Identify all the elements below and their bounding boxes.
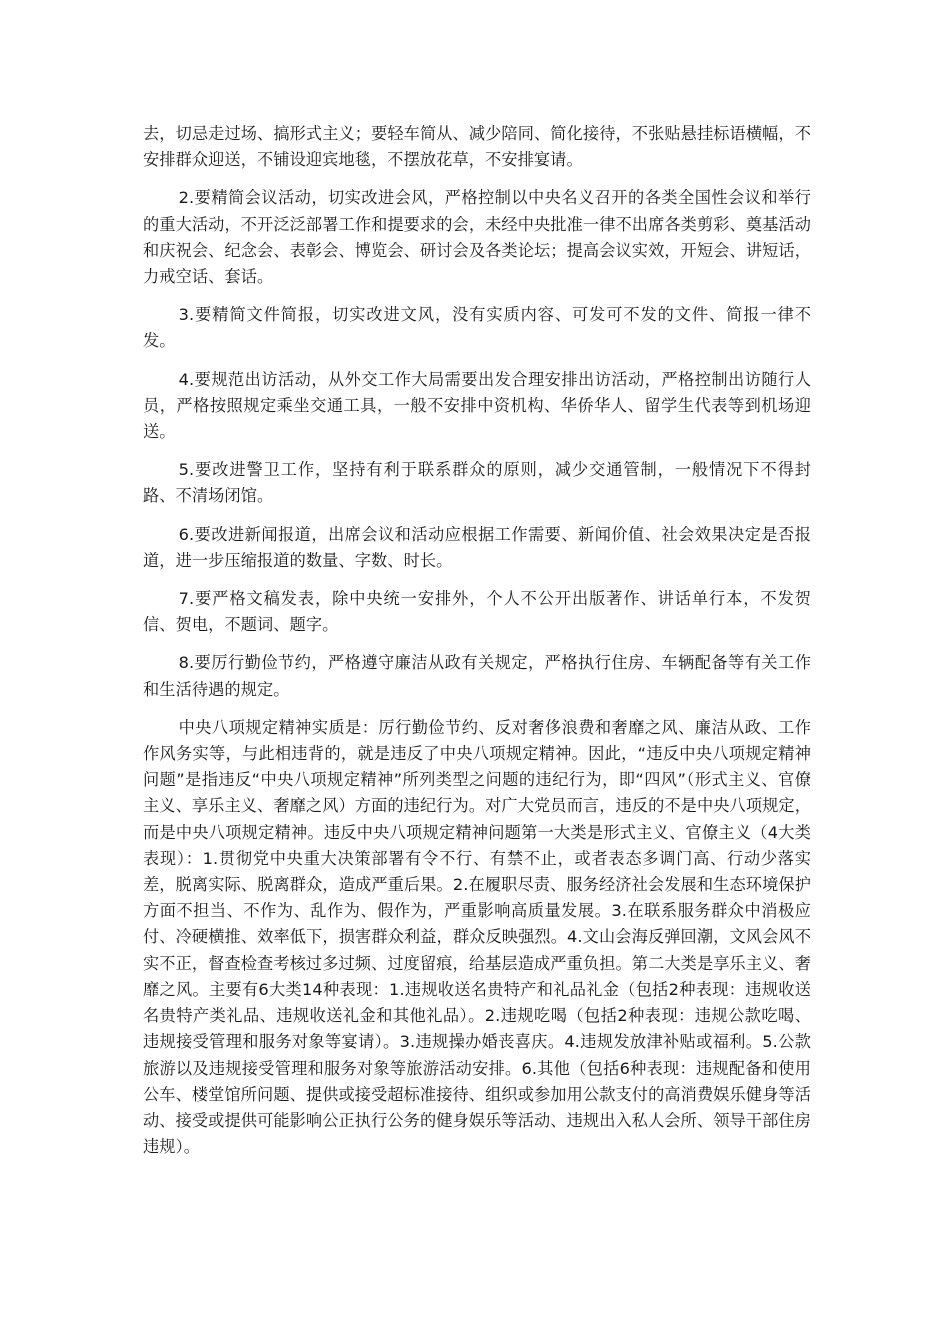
paragraph-item-3: 3.要精简文件简报，切实改进文风，没有实质内容、可发可不发的文件、简报一律不发。 [143,305,811,351]
paragraph-item-8: 8.要厉行勤俭节约，严格遵守廉洁从政有关规定，严格执行住房、车辆配备等有关工作和生活待遇的规定。 [143,653,811,699]
paragraph-item-2: 2.要精简会议活动，切实改进会风，严格控制以中央名义召开的各类全国性会议和举行的重大活动，不开泛泛部署工作和提要求的会，未经中央批准一律不出席各类剪彩、奠基活动和庆祝会、纪念会、表彰会、博览会、研讨会及各类论坛；提高会议实效，开短会、讲短话，力戒空话、套话。 [143,188,811,287]
paragraph-summary: 中央八项规定精神实质是：厉行勤俭节约、反对奢侈浪费和奢靡之风、廉洁从政、工作作风务实等，与此相违背的，就是违反了中央八项规定精神。因此，“违反中央八项规定精神问题”是指违反“中央八项规定精神”所列类型之问题的违纪行为，即“四风”（形式主义、官僚主义、享乐主义、奢靡之风）方面的违纪行为。对广大党员而言，违反的不是中央八项规定，而是中央八项规定精神。违反中央八项规定精神问题第一大类是形式主义、官僚主义（4大类表现）：1.贯彻党中央重大决策部署有令不行、有禁不止，或者表态多调门高、行动少落实差，脱离实际、脱离群众，造成严重后果。2.在履职尽责、服务经济社会发展和生态环境保护方面不担当、不作为、乱作为、假作为，严重影响高质量发展。3.在联系服务群众中消极应付、冷硬横推、效率低下，损害群众利益，群众反映强烈。4.文山会海反弹回潮，文风会风不实不正，督查检查考核过多过频、过度留痕，给基层造成严重负担。第二大类是享乐主义、奢靡之风。主要有6大类14种表现：1.违规收送名贵特产和礼品礼金（包括2种表现：违规收送名贵特产类礼品、违规收送礼金和其他礼品）。2.违规吃喝（包括2种表现：违规公款吃喝、违规接受管理和服务对象等宴请）。3.违规操办婚丧喜庆。4.违规发放津补贴或福利。5.公款旅游以及违规接受管理和服务对象等旅游活动安排。6.其他（包括6种表现：违规配备和使用公车、楼堂馆所问题、提供或接受超标准接待、组织或参加用公款支付的高消费娱乐健身等活动、接受或提供可能影响公正执行公务的健身娱乐等活动、违规出入私人会所、领导干部住房违规）。 [143,717,811,1157]
paragraph-item-6: 6.要改进新闻报道，出席会议和活动应根据工作需要、新闻价值、社会效果决定是否报道，进一步压缩报道的数量、字数、时长。 [143,524,811,570]
document-body [143,121,811,1172]
paragraph-item-4: 4.要规范出访活动，从外交工作大局需要出发合理安排出访活动，严格控制出访随行人员，严格按照规定乘坐交通工具，一般不安排中资机构、华侨华人、留学生代表等到机场迎送。 [143,369,811,442]
paragraph-item-5: 5.要改进警卫工作，坚持有利于联系群众的原则，减少交通管制，一般情况下不得封路、不清场闭馆。 [143,460,811,506]
paragraph-item-7: 7.要严格文稿发表，除中央统一安排外，个人不公开出版著作、讲话单行本，不发贺信、贺电，不题词、题字。 [143,589,811,635]
paragraph-continuation: 去，切忌走过场、搞形式主义；要轻车简从、减少陪同、简化接待，不张贴悬挂标语横幅，不安排群众迎送，不铺设迎宾地毯，不摆放花草，不安排宴请。 [143,124,811,170]
